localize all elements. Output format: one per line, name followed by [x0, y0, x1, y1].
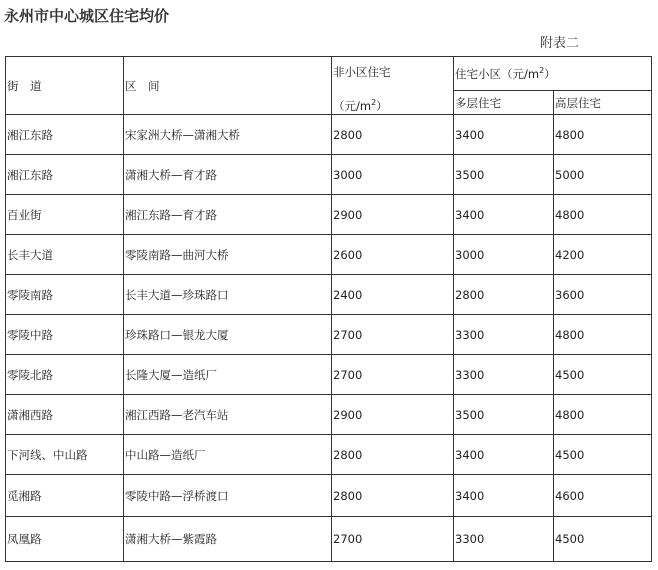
header-row-1 — [6, 57, 652, 91]
table-row — [6, 395, 652, 435]
header-non-community — [332, 57, 454, 115]
cell-non-community: 2900 — [332, 195, 454, 235]
cell-street: 觅湘路 — [6, 475, 124, 517]
cell-multi-storey: 3400 — [454, 195, 554, 235]
table-row — [6, 115, 652, 155]
cell-high-rise: 3600 — [554, 275, 652, 315]
cell-street: 长丰大道 — [6, 235, 124, 275]
cell-high-rise: 4500 — [554, 517, 652, 562]
cell-street: 零陵北路 — [6, 355, 124, 395]
cell-high-rise: 4800 — [554, 315, 652, 355]
cell-multi-storey: 3300 — [454, 517, 554, 562]
cell-non-community: 2800 — [332, 435, 454, 475]
header-non-community-unit: （元$/m^2$） — [333, 98, 388, 113]
header-high-rise: 高层住宅 — [554, 91, 652, 115]
cell-section: 珍珠路口—银龙大厦 — [124, 315, 332, 355]
cell-street: 湘江东路 — [6, 155, 124, 195]
price-table — [5, 56, 652, 562]
table-row — [6, 435, 652, 475]
cell-non-community: 2900 — [332, 395, 454, 435]
header-multi-storey: 多层住宅 — [454, 91, 554, 115]
cell-high-rise: 4200 — [554, 235, 652, 275]
cell-section: 湘江西路—老汽车站 — [124, 395, 332, 435]
cell-street: 零陵南路 — [6, 275, 124, 315]
table-row — [6, 517, 652, 562]
cell-multi-storey: 3500 — [454, 395, 554, 435]
cell-section: 潇湘大桥—育才路 — [124, 155, 332, 195]
table-row — [6, 155, 652, 195]
cell-street: 百业街 — [6, 195, 124, 235]
cell-multi-storey: 3500 — [454, 155, 554, 195]
cell-section: 零陵中路—浮桥渡口 — [124, 475, 332, 517]
table-row — [6, 275, 652, 315]
cell-multi-storey: 3400 — [454, 115, 554, 155]
appendix-label: 附表二 — [540, 36, 580, 51]
cell-non-community: 2800 — [332, 115, 454, 155]
table-body — [6, 57, 652, 562]
cell-non-community: 2400 — [332, 275, 454, 315]
cell-section: 长隆大厦—造纸厂 — [124, 355, 332, 395]
cell-multi-storey: 2800 — [454, 275, 554, 315]
cell-high-rise: 5000 — [554, 155, 652, 195]
cell-street: 潇湘西路 — [6, 395, 124, 435]
cell-section: 零陵南路—曲河大桥 — [124, 235, 332, 275]
table-row — [6, 315, 652, 355]
cell-section: 宋家洲大桥—潇湘大桥 — [124, 115, 332, 155]
table-row — [6, 475, 652, 517]
cell-non-community: 2800 — [332, 475, 454, 517]
cell-section: 中山路—造纸厂 — [124, 435, 332, 475]
header-street: 街 道 — [6, 57, 124, 115]
cell-multi-storey: 3300 — [454, 315, 554, 355]
cell-non-community: 2700 — [332, 517, 454, 562]
cell-street: 零陵中路 — [6, 315, 124, 355]
cell-high-rise: 4500 — [554, 435, 652, 475]
cell-high-rise: 4800 — [554, 115, 652, 155]
table-row — [6, 195, 652, 235]
cell-multi-storey: 3300 — [454, 355, 554, 395]
page-title: 永州市中心城区住宅均价 — [4, 7, 170, 25]
cell-high-rise: 4800 — [554, 395, 652, 435]
cell-non-community: 3000 — [332, 155, 454, 195]
cell-non-community: 2700 — [332, 355, 454, 395]
cell-section: 湘江东路—育才路 — [124, 195, 332, 235]
header-non-community-label: 非小区住宅 — [333, 65, 391, 79]
header-community: 住宅小区（元$/m^2$） — [454, 57, 652, 91]
cell-high-rise: 4500 — [554, 355, 652, 395]
cell-street: 湘江东路 — [6, 115, 124, 155]
cell-high-rise: 4800 — [554, 195, 652, 235]
cell-high-rise: 4600 — [554, 475, 652, 517]
cell-multi-storey: 3400 — [454, 435, 554, 475]
cell-multi-storey: 3000 — [454, 235, 554, 275]
cell-multi-storey: 3400 — [454, 475, 554, 517]
table-row — [6, 355, 652, 395]
cell-street: 凤凰路 — [6, 517, 124, 562]
cell-non-community: 2700 — [332, 315, 454, 355]
table-row — [6, 235, 652, 275]
cell-street: 下河线、中山路 — [6, 435, 124, 475]
cell-section: 潇湘大桥—紫霞路 — [124, 517, 332, 562]
cell-section: 长丰大道—珍珠路口 — [124, 275, 332, 315]
cell-non-community: 2600 — [332, 235, 454, 275]
header-section: 区 间 — [124, 57, 332, 115]
